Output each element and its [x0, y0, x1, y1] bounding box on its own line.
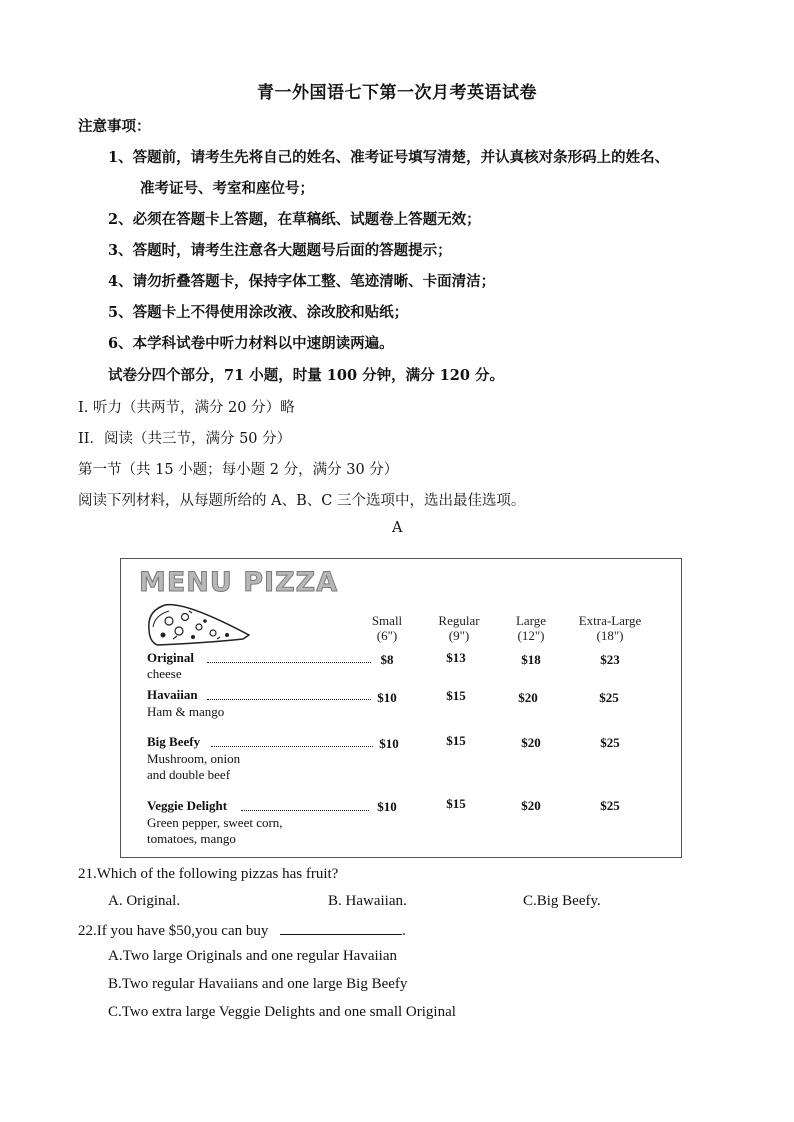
- item-bigbeefy-desc-1: Mushroom, onion: [147, 751, 241, 766]
- price-bigbeefy-large: $20: [521, 735, 541, 750]
- item-veggie-desc-2: tomatoes, mango: [147, 831, 236, 846]
- section-reading: II．阅读（共三节，满分 50 分）: [78, 431, 292, 447]
- question-22-stem-row: [78, 921, 406, 940]
- notice-item-1: 1、答题前，请考生先将自己的姓名、准考证号填写清楚，并认真核对条形码上的姓名、: [108, 149, 670, 166]
- price-original-small: $8: [380, 652, 394, 667]
- question-21-option-c[interactable]: C.Big Beefy.: [523, 893, 601, 909]
- size-large-header: [501, 613, 561, 643]
- section-listening: I. 听力（共两节，满分 20 分）略: [78, 400, 295, 416]
- question-22-option-c[interactable]: C.Two extra large Veggie Delights and one small Original: [108, 1004, 456, 1020]
- dot-leader: [241, 810, 369, 811]
- notice-item-3: 3、答题时，请考生注意各大题题号后面的答题提示；: [108, 242, 452, 259]
- notice-summary: 试卷分四个部分，71 小题，时量 100 分钟，满分 120 分。: [108, 367, 504, 384]
- price-bigbeefy-regular: $15: [446, 733, 466, 748]
- item-original-name: Original: [147, 650, 194, 665]
- size-xl-header: [567, 613, 653, 643]
- notice-item-5: 5、答题卡上不得使用涂改液、涂改胶和贴纸；: [108, 304, 409, 321]
- size-small-inch: (6"): [376, 628, 398, 643]
- dot-leader: [207, 662, 371, 663]
- price-veggie-small: $10: [377, 799, 397, 814]
- dot-leader: [207, 699, 371, 700]
- item-veggie-desc-1: Green pepper, sweet corn,: [147, 815, 283, 830]
- price-havaiian-xl: $25: [599, 690, 619, 705]
- size-xl-inch: (18"): [596, 628, 624, 643]
- size-regular-header: [427, 613, 491, 643]
- price-bigbeefy-xl: $25: [600, 735, 620, 750]
- question-22-option-a[interactable]: A.Two large Originals and one regular Havaiian: [108, 948, 397, 964]
- item-havaiian-desc: Ham & mango: [147, 704, 225, 719]
- size-large-label: Large: [515, 613, 547, 628]
- passage-label: A: [392, 520, 403, 536]
- question-22-option-b[interactable]: B.Two regular Havaiians and one large Big Beefy: [108, 976, 408, 992]
- price-original-xl: $23: [600, 652, 620, 667]
- size-xl-label: Extra-Large: [578, 613, 642, 628]
- size-large-inch: (12"): [517, 628, 545, 643]
- price-bigbeefy-small: $10: [379, 736, 399, 751]
- price-veggie-regular: $15: [446, 796, 466, 811]
- question-21-option-b[interactable]: B. Hawaiian.: [328, 893, 407, 909]
- pizza-slice-icon: [145, 599, 253, 651]
- item-bigbeefy-name: Big Beefy: [147, 734, 201, 749]
- question-21-stem: 21.Which of the following pizzas has fruit?: [78, 866, 339, 882]
- price-veggie-xl: $25: [600, 798, 620, 813]
- price-original-regular: $13: [446, 650, 466, 665]
- section-part1: 第一节（共 15 小题；每小题 2 分，满分 30 分）: [78, 462, 399, 478]
- size-regular-inch: (9"): [448, 628, 470, 643]
- price-havaiian-small: $10: [377, 690, 397, 705]
- notice-item-6: 6、本学科试卷中听力材料以中速朗读两遍。: [108, 335, 394, 352]
- item-havaiian-name: Havaiian: [147, 687, 198, 702]
- notice-item-1-cont: 准考证号、考室和座位号；: [140, 180, 314, 197]
- size-regular-label: Regular: [438, 613, 480, 628]
- question-21-option-a[interactable]: A. Original.: [108, 893, 181, 909]
- section-instruction: 阅读下列材料，从每题所给的 A、B、C 三个选项中，选出最佳选项。: [78, 493, 526, 509]
- question-22-end: .: [402, 923, 406, 939]
- price-original-large: $18: [521, 652, 541, 667]
- notice-heading: 注意事项：: [78, 118, 151, 135]
- page-title: 青一外国语七下第一次月考英语试卷: [257, 83, 537, 103]
- pizza-menu: [120, 558, 682, 858]
- question-22-stem: 22.If you have $50,you can buy: [78, 923, 269, 939]
- dot-leader: [211, 746, 373, 747]
- price-veggie-large: $20: [521, 798, 541, 813]
- price-havaiian-regular: $15: [446, 688, 466, 703]
- answer-blank[interactable]: [280, 921, 402, 935]
- item-bigbeefy-desc-2: and double beef: [147, 767, 231, 782]
- menu-logo: MENU PIZZA: [139, 567, 339, 598]
- item-veggie-name: Veggie Delight: [147, 798, 228, 813]
- notice-item-4: 4、请勿折叠答题卡，保持字体工整、笔迹清晰、卡面清洁；: [108, 273, 496, 290]
- size-small-label: Small: [371, 613, 403, 628]
- price-havaiian-large: $20: [518, 690, 538, 705]
- size-small-header: [357, 613, 417, 643]
- notice-item-2: 2、必须在答题卡上答题，在草稿纸、试题卷上答题无效；: [108, 211, 481, 228]
- item-original-desc: cheese: [147, 666, 182, 681]
